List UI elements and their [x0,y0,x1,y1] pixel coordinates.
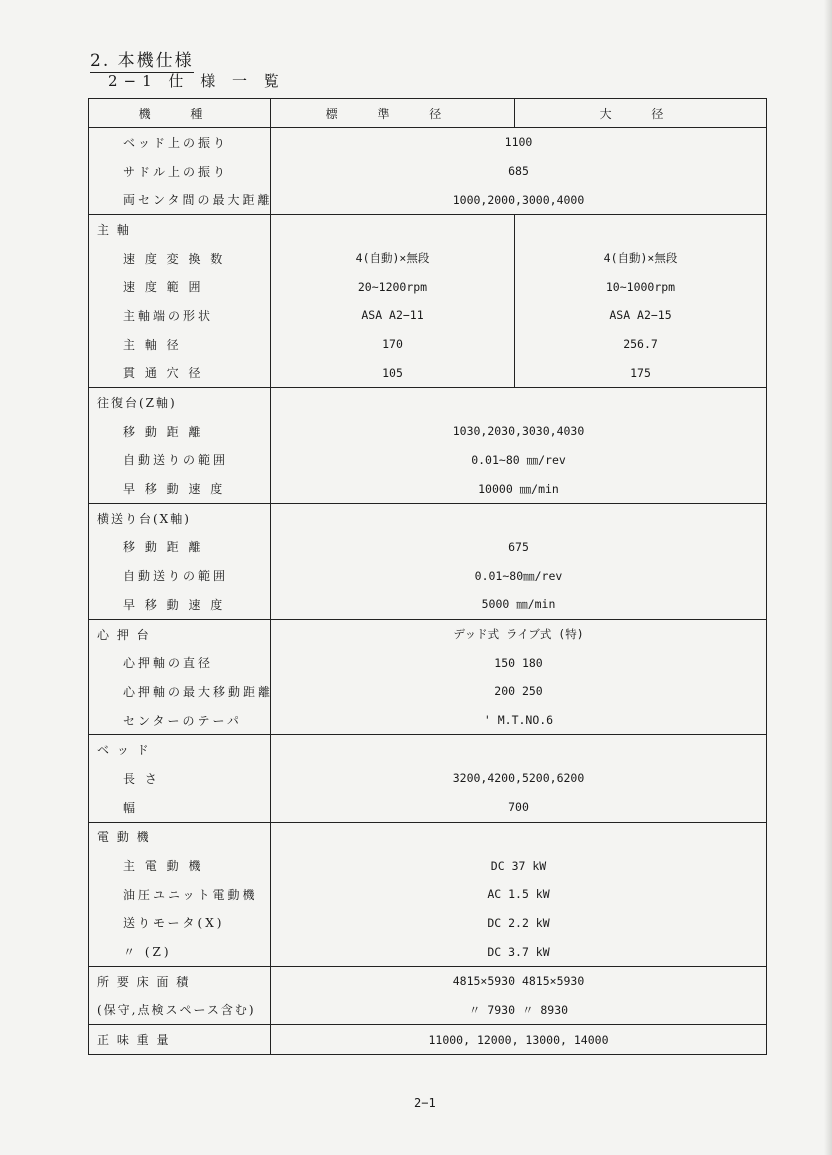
row-label: 正 味 重 量 [89,1025,271,1055]
table-row [89,185,767,214]
table-row [89,417,767,446]
row-label: (保守,点検スペース含む) [89,996,271,1025]
spec-group [89,822,767,966]
table-row [89,359,767,388]
scan-edge-shadow [824,0,832,1155]
row-value-large: 10~1000rpm [515,272,767,301]
row-label: 主軸端の形状 [89,301,271,330]
row-value-large: ASA A2−15 [515,301,767,330]
spec-table [88,98,767,1055]
row-label: 〃 (Z) [89,937,271,966]
group-title: 電 動 機 [89,822,271,851]
spec-group [89,619,767,735]
empty-cell [271,503,767,532]
empty-cell [515,215,767,244]
row-value: DC 3.7 kW [271,937,767,966]
row-value-standard: 170 [271,330,515,359]
group-title: 心 押 台 [89,619,271,648]
spec-group [89,966,767,1024]
table-row [89,909,767,938]
table-row [89,561,767,590]
row-label: ベッド上の振り [89,128,271,157]
page-number: 2−1 [414,1096,436,1110]
group-title: 主 軸 [89,215,271,244]
row-value-standard: ASA A2−11 [271,301,515,330]
table-row [89,937,767,966]
table-row [89,330,767,359]
row-label: 速 度 範 囲 [89,272,271,301]
row-value: 700 [271,793,767,822]
row-label: 早 移 動 速 度 [89,474,271,503]
table-row [89,533,767,562]
row-value: 5000 ㎜/min [271,590,767,619]
group-title-row [89,503,767,532]
table-row [89,1025,767,1055]
header-large: 大 径 [515,99,767,128]
spec-group [89,128,767,215]
row-label: センターのテーパ [89,706,271,735]
section-heading: 2. 本機仕様 [90,46,194,73]
row-label: 主 電 動 機 [89,851,271,880]
row-label: 貫 通 穴 径 [89,359,271,388]
row-value: 4815×5930 4815×5930 [271,966,767,995]
empty-cell [271,215,515,244]
row-value: 10000 ㎜/min [271,474,767,503]
table-row [89,880,767,909]
table-row [89,648,767,677]
row-value: AC 1.5 kW [271,880,767,909]
header-model: 機 種 [89,99,271,128]
table-row [89,996,767,1025]
row-label: 早 移 動 速 度 [89,590,271,619]
row-value: 1000,2000,3000,4000 [271,185,767,214]
row-label: 送りモータ(X) [89,909,271,938]
spec-group [89,735,767,822]
row-label: 幅 [89,793,271,822]
row-label: 移 動 距 離 [89,417,271,446]
row-value: DC 37 kW [271,851,767,880]
table-row [89,966,767,995]
group-title-row [89,822,767,851]
header-standard: 標 準 径 [271,99,515,128]
table-row [89,446,767,475]
row-label: 所 要 床 面 積 [89,966,271,995]
row-value: 150 180 [271,648,767,677]
group-title: ベ ッ ド [89,735,271,764]
row-value: 1030,2030,3030,4030 [271,417,767,446]
table-row [89,244,767,273]
spec-group [89,215,767,388]
spec-group [89,388,767,504]
table-row [89,301,767,330]
row-label: 主 軸 径 [89,330,271,359]
row-label: 両センタ間の最大距離 [89,185,271,214]
row-value: 11000, 12000, 13000, 14000 [271,1025,767,1055]
row-value-standard: 4(自動)×無段 [271,244,515,273]
table-row [89,677,767,706]
group-title-value: デッド式 ライブ式 (特) [271,619,767,648]
row-value: 675 [271,533,767,562]
table-row [89,764,767,793]
row-value: 0.01~80㎜/rev [271,561,767,590]
row-value: 1100 [271,128,767,157]
group-title: 往復台(Z軸) [89,388,271,417]
row-value-large: 4(自動)×無段 [515,244,767,273]
group-title-row [89,619,767,648]
row-value: 0.01~80 ㎜/rev [271,446,767,475]
subsection-heading: 2−1 仕 様 一 覧 [108,72,285,90]
table-row [89,793,767,822]
row-value: ' M.T.NO.6 [271,706,767,735]
row-value-large: 175 [515,359,767,388]
row-label: 自動送りの範囲 [89,561,271,590]
row-value-large: 256.7 [515,330,767,359]
row-value: DC 2.2 kW [271,909,767,938]
empty-cell [271,735,767,764]
table-row [89,272,767,301]
row-label: 油圧ユニット電動機 [89,880,271,909]
row-value-standard: 105 [271,359,515,388]
row-label: 速 度 変 換 数 [89,244,271,273]
row-value: 〃 7930 〃 8930 [271,996,767,1025]
table-row [89,590,767,619]
row-value-standard: 20~1200rpm [271,272,515,301]
row-value: 685 [271,157,767,186]
table-row [89,474,767,503]
table-row [89,128,767,157]
table-header-row [89,99,767,128]
spec-group [89,503,767,619]
row-label: 移 動 距 離 [89,533,271,562]
row-label: サドル上の振り [89,157,271,186]
row-label: 心押軸の直径 [89,648,271,677]
empty-cell [271,822,767,851]
row-value: 3200,4200,5200,6200 [271,764,767,793]
group-title: 横送り台(X軸) [89,503,271,532]
group-title-row [89,735,767,764]
empty-cell [271,388,767,417]
row-label: 心押軸の最大移動距離 [89,677,271,706]
table-row [89,706,767,735]
table-row [89,851,767,880]
row-label: 長 さ [89,764,271,793]
group-title-row [89,215,767,244]
group-title-row [89,388,767,417]
row-label: 自動送りの範囲 [89,446,271,475]
spec-group [89,1025,767,1055]
table-row [89,157,767,186]
row-value: 200 250 [271,677,767,706]
